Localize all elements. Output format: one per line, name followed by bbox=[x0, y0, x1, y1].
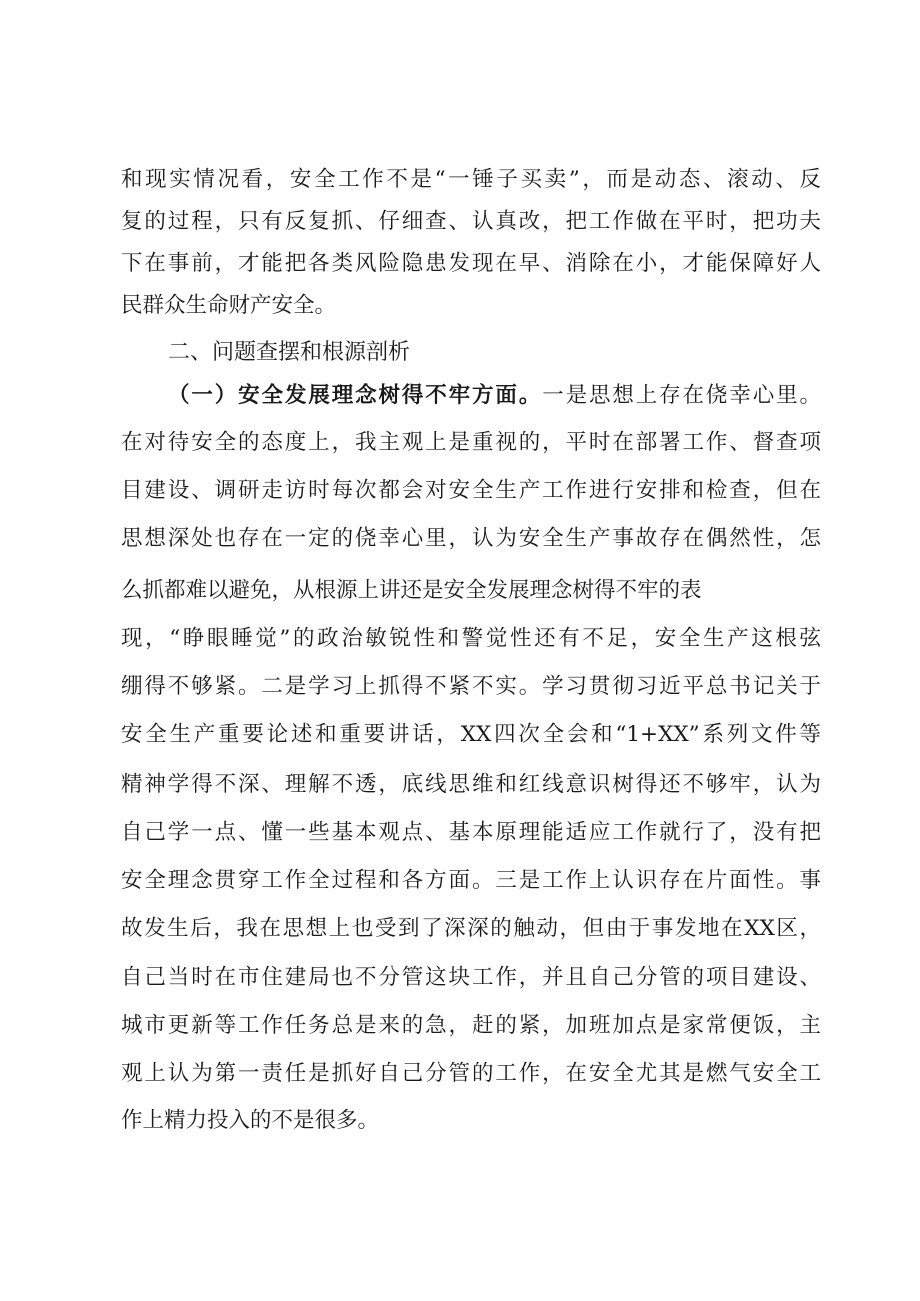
paragraph-text: 一是思想上存在侥幸心里。 bbox=[542, 383, 821, 408]
paragraph-line: 城市更新等工作任务总是来的急，赶的紧，加班加点是家常便饭，主 bbox=[121, 1013, 821, 1038]
paragraph-line: 故发生后，我在思想上也受到了深深的触动，但由于事发地在XX区， bbox=[121, 916, 821, 941]
paragraph-line: 复的过程，只有反复抓、仔细查、认真改，把工作做在平时，把功夫 bbox=[121, 209, 821, 234]
paragraph-line: 安全理念贯穿工作全过程和各方面。三是工作上认识存在片面性。事 bbox=[121, 868, 821, 893]
paragraph-line: 作上精力投入的不是很多。 bbox=[121, 1108, 380, 1133]
paragraph-first-line bbox=[168, 381, 821, 411]
paragraph-line: 目建设、调研走访时每次都会对安全生产工作进行安排和检查，但在 bbox=[121, 478, 821, 503]
paragraph-line: 现，“睁眼睡觉”的政治敏锐性和警觉性还有不足，安全生产这根弦 bbox=[121, 626, 821, 651]
paragraph-line: 和现实情况看，安全工作不是“一锤子买卖”，而是动态、滚动、反 bbox=[121, 167, 821, 192]
paragraph-line: 下在事前，才能把各类风险隐患发现在早、消除在小，才能保障好人 bbox=[121, 251, 821, 276]
paragraph-line: 民群众生命财产安全。 bbox=[121, 293, 337, 318]
paragraph-line: 安全生产重要论述和重要讲话，XX四次全会和“1+XX”系列文件等 bbox=[121, 722, 821, 747]
subsection-heading: （一）安全发展理念树得不牢方面。 bbox=[168, 383, 543, 408]
paragraph-line: 在对待安全的态度上，我主观上是重视的，平时在部署工作、督查项 bbox=[121, 430, 821, 455]
paragraph-line: 自己当时在市住建局也不分管这块工作，并且自己分管的项目建设、 bbox=[121, 965, 821, 990]
section-heading: 二、问题查摆和根源剖析 bbox=[168, 340, 411, 365]
paragraph-line: 思想深处也存在一定的侥幸心里，认为安全生产事故存在偶然性，怎 bbox=[121, 526, 821, 551]
paragraph-line: 精神学得不深、理解不透，底线思维和红线意识树得还不够牢，认为 bbox=[121, 772, 821, 797]
paragraph-line: 自己学一点、懂一些基本观点、基本原理能适应工作就行了，没有把 bbox=[121, 820, 821, 845]
paragraph-line: 么抓都难以避免，从根源上讲还是安全发展理念树得不牢的表 bbox=[121, 578, 702, 603]
paragraph-line: 观上认为第一责任是抓好自己分管的工作，在安全尤其是燃气安全工 bbox=[121, 1061, 821, 1086]
paragraph-line: 绷得不够紧。二是学习上抓得不紧不实。学习贯彻习近平总书记关于 bbox=[121, 674, 821, 699]
